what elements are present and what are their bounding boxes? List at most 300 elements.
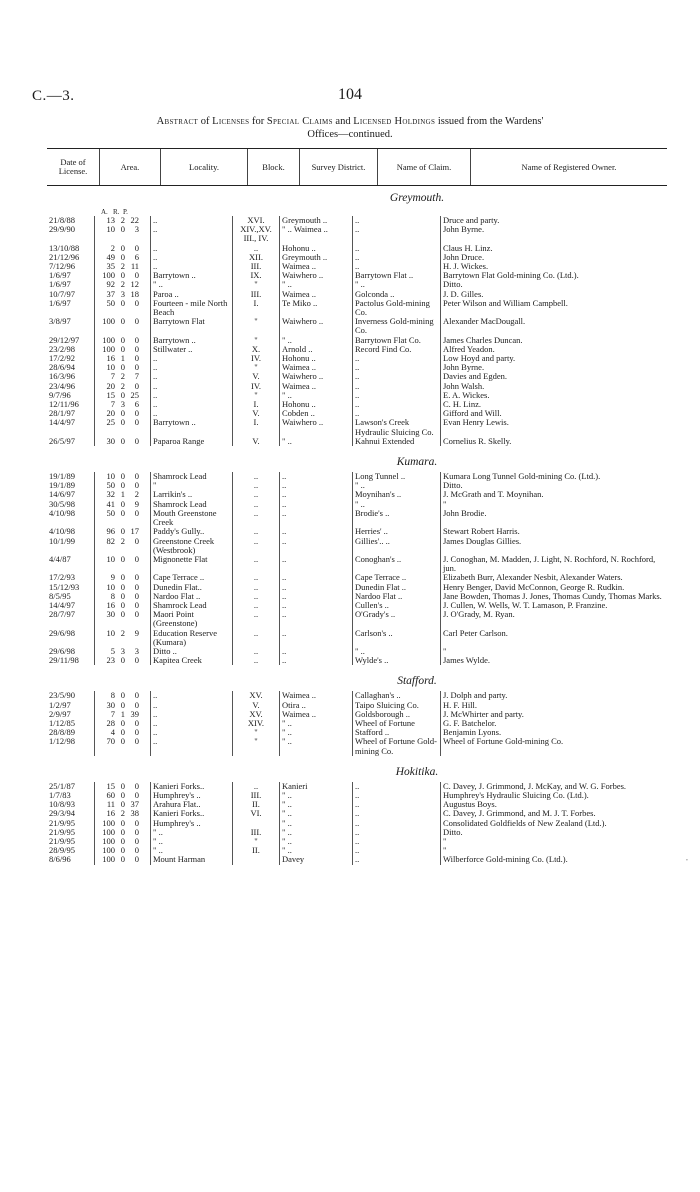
- cell-district: Waiwhero ..: [280, 317, 353, 335]
- area-roods: 2: [120, 279, 125, 290]
- cell-area: [95, 537, 151, 555]
- cell-block: ..: [233, 592, 280, 601]
- area-perches: 0: [134, 736, 139, 747]
- area-perches: 0: [134, 854, 139, 865]
- area-perches: 0: [134, 408, 139, 419]
- cell-block: XV.: [233, 691, 280, 700]
- col-header-district: Survey District.: [300, 149, 378, 185]
- table-row: [47, 555, 667, 573]
- section-heading: Kumara.: [396, 456, 438, 469]
- cell-date: 1/6/97: [47, 299, 95, 317]
- area-acres: 8: [110, 590, 115, 601]
- cell-locality: ..: [151, 216, 233, 225]
- cell-owner: James Douglas Gillies.: [443, 535, 522, 546]
- cell-district: ..: [280, 481, 353, 490]
- cell-date: 15/12/93: [47, 583, 95, 592]
- area-roods: 2: [120, 371, 125, 382]
- cell-locality: Barrytown ..: [151, 418, 233, 436]
- cell-area: [95, 418, 151, 436]
- cell-date: 21/8/88: [47, 216, 95, 225]
- cell-owner: J. O'Grady, M. Ryan.: [443, 609, 515, 620]
- cell-claim: Brodie's ..: [353, 509, 441, 527]
- cell-claim: Dunedin Flat ..: [353, 583, 441, 592]
- cell-owner: Ditto.: [443, 826, 463, 837]
- area-perches: 0: [134, 417, 139, 428]
- area-roods: 0: [120, 799, 125, 810]
- cell-claim: ..: [353, 391, 441, 400]
- cell-claim: Stafford ..: [353, 728, 441, 737]
- cell-owner: Low Hoyd and party.: [443, 353, 516, 364]
- area-roods: 0: [120, 780, 125, 791]
- area-acres: 10: [106, 627, 115, 638]
- area-acres: 10: [106, 553, 115, 564]
- area-acres: 28: [106, 717, 115, 728]
- cell-claim: Callaghan's ..: [353, 691, 441, 700]
- cell-district: " ..: [280, 728, 353, 737]
- cell-owner: James Charles Duncan.: [443, 334, 523, 345]
- col-header-area: Area.: [100, 149, 161, 185]
- cell-locality: Maori Point (Greenstone): [151, 610, 233, 628]
- cell-district: ..: [280, 500, 353, 509]
- cell-district: ..: [280, 537, 353, 555]
- cell-claim: ..: [353, 382, 441, 391]
- cell-locality: ..: [151, 363, 233, 372]
- area-roods: 0: [120, 817, 125, 828]
- cell-block: ..: [233, 610, 280, 628]
- area-unit-roods: R.: [113, 208, 120, 216]
- cell-date: 4/10/98: [47, 509, 95, 527]
- cell-owner: Davies and Egden.: [443, 371, 507, 382]
- area-perches: 0: [134, 690, 139, 701]
- cell-district: ..: [280, 601, 353, 610]
- area-perches: 0: [134, 817, 139, 828]
- cell-locality: " ..: [151, 280, 233, 289]
- area-roods: 0: [120, 343, 125, 354]
- cell-claim: ..: [353, 809, 441, 818]
- cell-district: " ..: [280, 800, 353, 809]
- cell-district: Waimea ..: [280, 363, 353, 372]
- cell-owner: H. J. Wickes.: [443, 261, 489, 272]
- cell-district: Greymouth ..: [280, 253, 353, 262]
- cell-date: 26/5/97: [47, 437, 95, 446]
- cell-date: 3/8/97: [47, 317, 95, 335]
- cell-district: Kanieri: [280, 782, 353, 791]
- cell-date: 21/12/96: [47, 253, 95, 262]
- cell-claim: ..: [353, 400, 441, 409]
- cell-district: " ..: [280, 719, 353, 728]
- area-perches: 37: [130, 799, 139, 810]
- cell-district: ..: [280, 509, 353, 527]
- area-perches: 0: [134, 789, 139, 800]
- cell-date: 10/1/99: [47, 537, 95, 555]
- cell-locality: Mount Harman: [151, 855, 233, 864]
- area-roods: 0: [120, 224, 125, 235]
- area-acres: 92: [106, 279, 115, 290]
- cell-block: ..: [233, 481, 280, 490]
- cell-district: Waiwhero ..: [280, 418, 353, 436]
- area-roods: 0: [120, 242, 125, 253]
- cell-owner: John Byrne.: [443, 362, 485, 373]
- cell-date: 29/3/94: [47, 809, 95, 818]
- area-acres: 100: [102, 343, 115, 354]
- cell-date: 14/4/97: [47, 601, 95, 610]
- cell-date: 28/7/97: [47, 610, 95, 628]
- area-perches: 0: [134, 609, 139, 620]
- area-roods: 0: [120, 526, 125, 537]
- cell-block: IX.: [233, 271, 280, 280]
- area-perches: 2: [134, 489, 139, 500]
- area-roods: 0: [120, 826, 125, 837]
- cell-locality: ..: [151, 400, 233, 409]
- area-perches: 0: [134, 353, 139, 364]
- cell-area: [95, 555, 151, 573]
- cell-locality: ..: [151, 253, 233, 262]
- cell-locality: Barrytown ..: [151, 271, 233, 280]
- cell-owner: Humphrey's Hydraulic Sluicing Co. (Ltd.).: [443, 789, 589, 800]
- cell-locality: ..: [151, 719, 233, 728]
- area-roods: 0: [120, 727, 125, 738]
- area-perches: 0: [134, 343, 139, 354]
- cell-claim: Cullen's ..: [353, 601, 441, 610]
- area-roods: 0: [120, 498, 125, 509]
- area-roods: 0: [120, 789, 125, 800]
- cell-block: I.: [233, 418, 280, 436]
- cell-owner: C. H. Linz.: [443, 399, 482, 410]
- cell-locality: Shamrock Lead: [151, 601, 233, 610]
- area-acres: 25: [106, 417, 115, 428]
- area-acres: 49: [106, 251, 115, 262]
- area-acres: 82: [106, 535, 115, 546]
- cell-claim: Inverness Gold-mining Co.: [353, 317, 441, 335]
- cell-owner: Druce and party.: [443, 215, 500, 225]
- cell-district: Te Miko ..: [280, 299, 353, 317]
- area-roods: 3: [120, 399, 125, 410]
- cell-district: " ..: [280, 809, 353, 818]
- cell-claim: Taipo Sluicing Co.: [353, 701, 441, 710]
- cell-claim: Carlson's ..: [353, 629, 441, 647]
- cell-area: [95, 225, 151, 243]
- area-roods: 0: [120, 736, 125, 747]
- cell-block: V.: [233, 409, 280, 418]
- title-word: Licenses: [212, 116, 250, 127]
- cell-locality: Cape Terrace ..: [151, 573, 233, 582]
- cell-date: 10/7/97: [47, 290, 95, 299]
- area-acres: 96: [106, 526, 115, 537]
- area-unit-acres: A.: [101, 208, 108, 216]
- cell-date: 29/11/98: [47, 656, 95, 665]
- area-perches: 17: [130, 526, 139, 537]
- area-acres: 50: [106, 480, 115, 491]
- area-acres: 10: [106, 362, 115, 373]
- cell-owner: ": [443, 645, 447, 656]
- table-row: [47, 509, 667, 527]
- cell-locality: Paroa ..: [151, 290, 233, 299]
- area-acres: 20: [106, 408, 115, 419]
- cell-block: ..: [233, 537, 280, 555]
- area-perches: 9: [134, 498, 139, 509]
- cell-block: III.: [233, 262, 280, 271]
- cell-block: XIV.: [233, 719, 280, 728]
- cell-date: 29/12/97: [47, 336, 95, 345]
- cell-block: ": [233, 363, 280, 372]
- cell-locality: Mouth Greenstone Creek: [151, 509, 233, 527]
- table-row: [47, 610, 667, 628]
- cell-owner: Cornelius R. Skelly.: [443, 435, 512, 446]
- area-roods: 0: [120, 845, 125, 856]
- cell-district: Hohonu ..: [280, 244, 353, 253]
- cell-owner: ": [443, 845, 447, 856]
- cell-owner: Evan Henry Lewis.: [443, 417, 509, 428]
- cell-district: Waimea ..: [280, 290, 353, 299]
- page-number: 104: [338, 86, 362, 103]
- cell-block: ..: [233, 472, 280, 481]
- licenses-table: [47, 148, 667, 869]
- cell-district: ..: [280, 555, 353, 573]
- section-gap: [47, 865, 667, 869]
- cell-claim: Conoghan's ..: [353, 555, 441, 573]
- cell-block: ": [233, 280, 280, 289]
- cell-claim: Barrytown Flat Co.: [353, 336, 441, 345]
- area-roods: 0: [120, 417, 125, 428]
- area-acres: 7: [110, 708, 115, 719]
- cell-area: [95, 656, 151, 665]
- cell-block: V.: [233, 372, 280, 381]
- area-acres: 20: [106, 380, 115, 391]
- table-row: [47, 629, 667, 647]
- cell-claim: ..: [353, 855, 441, 864]
- cell-district: ..: [280, 656, 353, 665]
- cell-claim: " ..: [353, 481, 441, 490]
- area-perches: 0: [134, 334, 139, 345]
- area-acres: 32: [106, 489, 115, 500]
- table-row: [47, 317, 667, 335]
- area-perches: 6: [134, 399, 139, 410]
- area-acres: 23: [106, 655, 115, 666]
- cell-claim: Record Find Co.: [353, 345, 441, 354]
- cell-locality: ..: [151, 372, 233, 381]
- cell-owner: J. Dolph and party.: [443, 690, 508, 701]
- area-perches: 0: [134, 699, 139, 710]
- area-acres: 16: [106, 808, 115, 819]
- cell-district: " ..: [280, 280, 353, 289]
- cell-owner: Jane Bowden, Thomas J. Jones, Thomas Cundy, Thomas Marks.: [443, 590, 662, 601]
- cell-owner: James Wylde.: [443, 655, 491, 666]
- cell-district: " ..: [280, 791, 353, 800]
- area-perches: 0: [134, 471, 139, 482]
- cell-date: 13/10/88: [47, 244, 95, 253]
- area-roods: 0: [120, 699, 125, 710]
- cell-date: 17/2/93: [47, 573, 95, 582]
- cell-district: Arnold ..: [280, 345, 353, 354]
- cell-claim: Wheel of Fortune: [353, 719, 441, 728]
- cell-date: 8/5/95: [47, 592, 95, 601]
- cell-claim: Barrytown Flat ..: [353, 271, 441, 280]
- area-perches: 0: [134, 826, 139, 837]
- cell-locality: Barrytown ..: [151, 336, 233, 345]
- cell-claim: Pactolus Gold-mining Co.: [353, 299, 441, 317]
- cell-claim: Wheel of Fortune Gold-mining Co.: [353, 737, 441, 755]
- cell-locality: Humphrey's ..: [151, 819, 233, 828]
- cell-locality: " ..: [151, 837, 233, 846]
- section-gap: [47, 665, 667, 669]
- cell-claim: Cape Terrace ..: [353, 573, 441, 582]
- table-row: [47, 225, 667, 243]
- area-roods: 0: [120, 270, 125, 281]
- cell-date: 23/5/90: [47, 691, 95, 700]
- cell-claim: ..: [353, 846, 441, 855]
- cell-district: ..: [280, 629, 353, 647]
- area-acres: 100: [102, 334, 115, 345]
- cell-date: 23/4/96: [47, 382, 95, 391]
- area-roods: 2: [120, 261, 125, 272]
- cell-locality: Larrikin's ..: [151, 490, 233, 499]
- cell-owner: Barrytown Flat Gold-mining Co. (Ltd.).: [443, 270, 579, 281]
- area-roods: 0: [120, 655, 125, 666]
- cell-district: Waimea ..: [280, 691, 353, 700]
- area-acres: 30: [106, 609, 115, 620]
- cell-locality: Paddy's Gully..: [151, 527, 233, 536]
- cell-date: 1/6/97: [47, 280, 95, 289]
- area-acres: 100: [102, 817, 115, 828]
- area-acres: 2: [110, 242, 115, 253]
- area-perches: 18: [130, 288, 139, 299]
- cell-district: ..: [280, 610, 353, 628]
- cell-block: III.: [233, 828, 280, 837]
- cell-block: ..: [233, 527, 280, 536]
- cell-district: ..: [280, 490, 353, 499]
- area-roods: 1: [120, 708, 125, 719]
- title-word: Licensed Holdings: [353, 116, 436, 127]
- cell-locality: Shamrock Lead: [151, 472, 233, 481]
- col-header-locality: Locality.: [161, 149, 248, 185]
- cell-district: ..: [280, 647, 353, 656]
- cell-claim: Golconda ..: [353, 290, 441, 299]
- area-acres: 10: [106, 581, 115, 592]
- area-acres: 41: [106, 498, 115, 509]
- area-roods: 0: [120, 835, 125, 846]
- area-roods: 0: [120, 480, 125, 491]
- cell-locality: Barrytown Flat: [151, 317, 233, 335]
- area-roods: 0: [120, 408, 125, 419]
- cell-block: XIV.,XV. III., IV.: [233, 225, 280, 243]
- cell-claim: ..: [353, 800, 441, 809]
- area-perches: 0: [134, 480, 139, 491]
- cell-block: II.: [233, 800, 280, 809]
- area-acres: 5: [110, 645, 115, 656]
- area-acres: 16: [106, 599, 115, 610]
- cell-block: ": [233, 336, 280, 345]
- cell-block: ..: [233, 583, 280, 592]
- area-acres: 4: [110, 727, 115, 738]
- cell-claim: ..: [353, 828, 441, 837]
- cell-claim: Herries' ..: [353, 527, 441, 536]
- area-roods: 0: [120, 717, 125, 728]
- cell-owner: Wilberforce Gold-mining Co. (Ltd.).: [443, 854, 568, 865]
- cell-owner: Ditto.: [443, 279, 463, 290]
- cell-area: [95, 855, 151, 864]
- cell-date: 1/12/98: [47, 737, 95, 755]
- table-row: [47, 418, 667, 436]
- area-acres: 15: [106, 780, 115, 791]
- cell-district: Waiwhero ..: [280, 271, 353, 280]
- cell-locality: ..: [151, 409, 233, 418]
- table-row: [47, 656, 667, 665]
- cell-locality: Shamrock Lead: [151, 500, 233, 509]
- cell-block: ..: [233, 509, 280, 527]
- cell-block: V.: [233, 701, 280, 710]
- cell-district: Waimea ..: [280, 710, 353, 719]
- cell-claim: Long Tunnel ..: [353, 472, 441, 481]
- cell-owner: John Walsh.: [443, 380, 485, 391]
- cell-claim: ..: [353, 791, 441, 800]
- cell-owner: ": [443, 835, 447, 846]
- cell-date: 25/1/87: [47, 782, 95, 791]
- title-line-2: Offices—continued.: [307, 129, 393, 140]
- area-perches: 0: [134, 435, 139, 446]
- cell-block: ..: [233, 601, 280, 610]
- cell-date: 4/10/98: [47, 527, 95, 536]
- cell-district: ..: [280, 472, 353, 481]
- cell-district: Waiwhero ..: [280, 372, 353, 381]
- cell-date: 21/9/95: [47, 837, 95, 846]
- area-perches: 0: [134, 599, 139, 610]
- cell-locality: ..: [151, 710, 233, 719]
- cell-owner: John Druce.: [443, 251, 485, 262]
- cell-claim: " ..: [353, 500, 441, 509]
- cell-claim: ..: [353, 354, 441, 363]
- area-roods: 0: [120, 609, 125, 620]
- cell-block: X.: [233, 345, 280, 354]
- cell-district: " ..: [280, 391, 353, 400]
- cell-owner: Henry Benger, David McConnon, George R. Rudkin.: [443, 581, 625, 592]
- cell-locality: ..: [151, 382, 233, 391]
- cell-owner: Stewart Robert Harris.: [443, 526, 520, 537]
- area-acres: 35: [106, 261, 115, 272]
- cell-block: ..: [233, 500, 280, 509]
- area-roods: 0: [120, 362, 125, 373]
- document-title: [40, 115, 660, 141]
- area-roods: 2: [120, 215, 125, 225]
- cell-locality: Stillwater ..: [151, 345, 233, 354]
- cell-block: V.: [233, 437, 280, 446]
- cell-date: 1/6/97: [47, 271, 95, 280]
- cell-claim: ..: [353, 253, 441, 262]
- cell-claim: Nardoo Flat ..: [353, 592, 441, 601]
- area-roods: 0: [120, 316, 125, 327]
- cell-claim: Gillies'.. ..: [353, 537, 441, 555]
- area-perches: 39: [130, 708, 139, 719]
- area-roods: 0: [120, 435, 125, 446]
- area-perches: 3: [134, 645, 139, 656]
- cell-district: " ..: [280, 437, 353, 446]
- cell-date: 21/9/95: [47, 819, 95, 828]
- cell-block: VI.: [233, 809, 280, 818]
- cell-block: XVI.: [233, 216, 280, 225]
- cell-district: " ..: [280, 837, 353, 846]
- cell-block: I.: [233, 299, 280, 317]
- area-perches: 0: [134, 572, 139, 583]
- area-perches: 0: [134, 780, 139, 791]
- cell-block: ": [233, 837, 280, 846]
- area-acres: 100: [102, 826, 115, 837]
- table-row: [47, 437, 667, 446]
- area-acres: 7: [110, 371, 115, 382]
- cell-claim: " ..: [353, 647, 441, 656]
- area-perches: 11: [130, 261, 139, 272]
- cell-owner: Peter Wilson and William Campbell.: [443, 297, 568, 308]
- cell-claim: ..: [353, 363, 441, 372]
- cell-claim: ..: [353, 837, 441, 846]
